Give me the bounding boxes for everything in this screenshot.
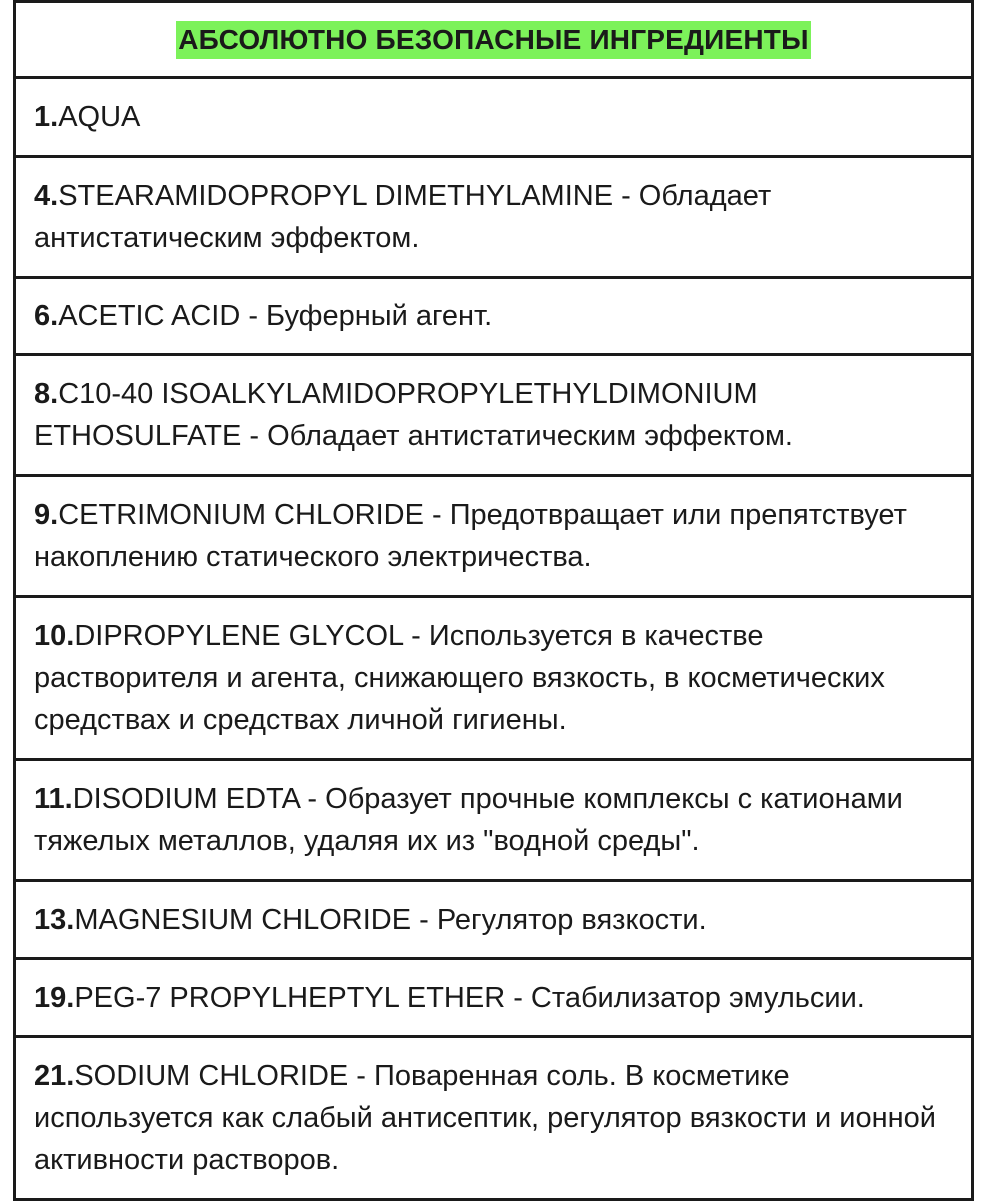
table-row bbox=[16, 155, 971, 276]
ingredient-text: DISODIUM EDTA - Образует прочные комплексы с катионами тяжелых металлов, удаляя их из "водной среды". bbox=[34, 783, 903, 857]
table-row bbox=[16, 957, 971, 1035]
ingredient-entry bbox=[34, 977, 865, 1019]
ingredient-text: AQUA bbox=[58, 101, 141, 133]
ingredient-text: C10-40 ISOALKYLAMIDOPROPYLETHYLDIMONIUM ETHOSULFATE - Обладает антистатическим эффектом. bbox=[34, 378, 793, 452]
ingredient-entry bbox=[34, 778, 953, 862]
table-title: АБСОЛЮТНО БЕЗОПАСНЫЕ ИНГРЕДИЕНТЫ bbox=[176, 21, 810, 59]
ingredient-entry bbox=[34, 1055, 953, 1181]
table-row bbox=[16, 758, 971, 879]
table-row bbox=[16, 1035, 971, 1198]
ingredient-number: 9. bbox=[34, 499, 59, 531]
ingredient-text: PEG-7 PROPYLHEPTYL ETHER - Стабилизатор эмульсии. bbox=[74, 981, 865, 1014]
ingredient-text: ACETIC ACID - Буферный агент. bbox=[58, 300, 493, 332]
table-row bbox=[16, 353, 971, 474]
table-row bbox=[16, 595, 971, 758]
ingredient-entry bbox=[34, 373, 953, 457]
ingredient-number: 1. bbox=[34, 101, 59, 133]
ingredients-table bbox=[13, 0, 974, 1201]
ingredient-number: 4. bbox=[34, 180, 59, 212]
ingredient-text: DIPROPYLENE GLYCOL - Используется в качестве растворителя и агента, снижающего вязкость, в косметических средствах и средствах личной гигиены. bbox=[34, 620, 885, 736]
ingredient-number: 21. bbox=[34, 1060, 75, 1092]
ingredient-text: CETRIMONIUM CHLORIDE - Предотвращает или препятствует накоплению статического электричества. bbox=[34, 499, 907, 573]
ingredient-number: 8. bbox=[34, 378, 59, 410]
ingredient-entry bbox=[34, 899, 707, 941]
table-row bbox=[16, 879, 971, 957]
table-row bbox=[16, 474, 971, 595]
ingredient-entry bbox=[34, 175, 953, 259]
ingredient-entry bbox=[34, 96, 140, 138]
ingredient-number: 11. bbox=[34, 783, 73, 815]
ingredient-entry bbox=[34, 494, 953, 578]
ingredient-entry bbox=[34, 615, 953, 741]
ingredient-number: 13. bbox=[34, 903, 75, 936]
ingredient-entry bbox=[34, 295, 492, 337]
ingredient-text: STEARAMIDOPROPYL DIMETHYLAMINE - Обладает антистатическим эффектом. bbox=[34, 180, 772, 254]
table-row bbox=[16, 76, 971, 155]
ingredient-number: 6. bbox=[34, 300, 59, 332]
ingredient-text: MAGNESIUM CHLORIDE - Регулятор вязкости. bbox=[74, 903, 707, 936]
table-header bbox=[16, 3, 971, 76]
ingredient-number: 10. bbox=[34, 620, 75, 652]
ingredient-text: SODIUM CHLORIDE - Поваренная соль. В косметике используется как слабый антисептик, регулятор вязкости и ионной активности растворов. bbox=[34, 1060, 936, 1176]
ingredient-number: 19. bbox=[34, 981, 75, 1014]
table-row bbox=[16, 276, 971, 353]
